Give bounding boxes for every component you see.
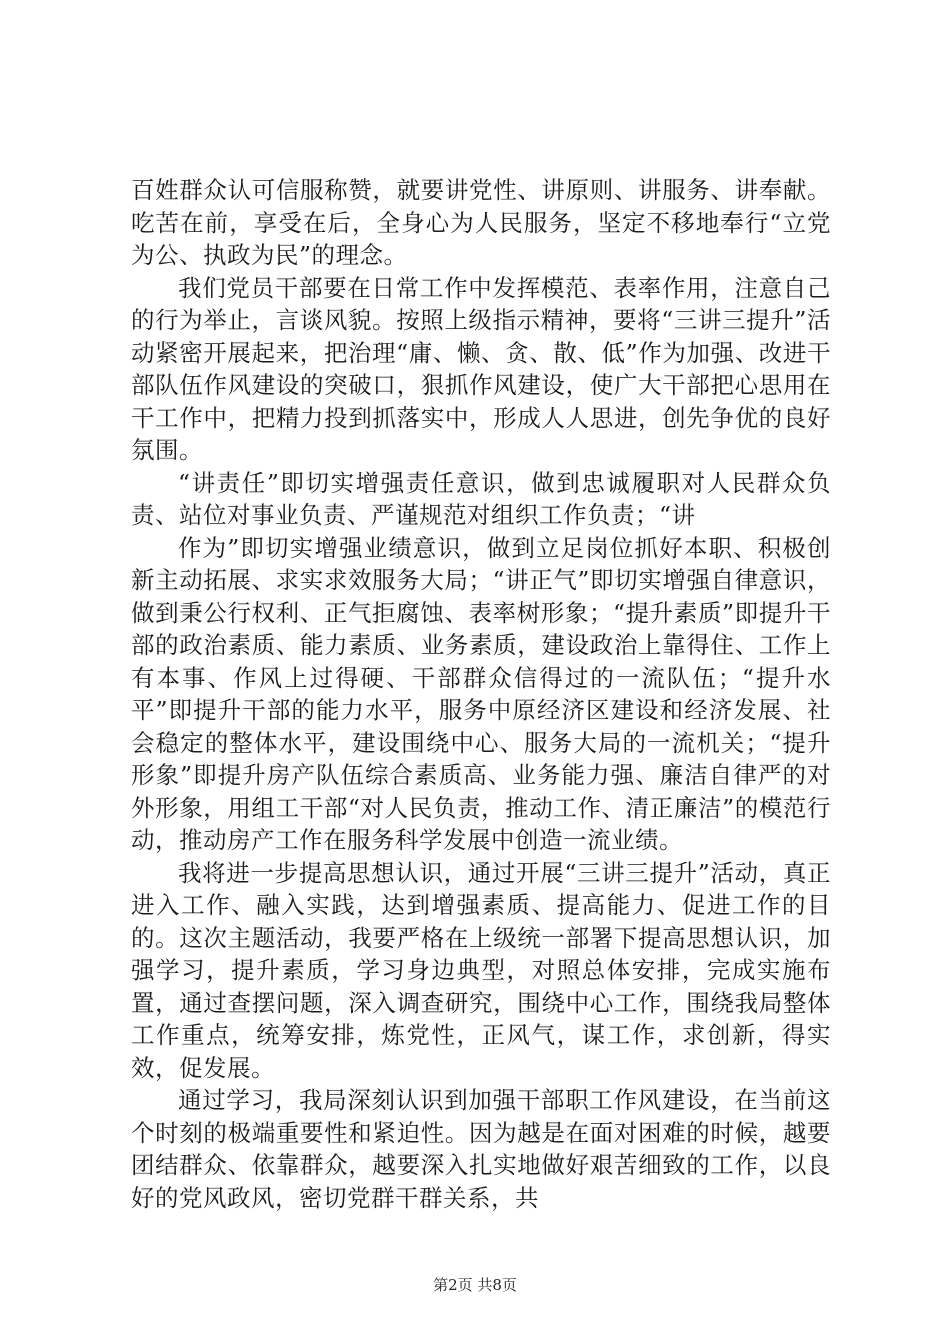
paragraph-1: 百姓群众认可信服称赞，就要讲党性、讲原则、讲服务、讲奉献。吃苦在前，享受在后，全身心为人民服务，坚定不移地奉行“立党为公、执政为民”的理念。 [131, 176, 831, 269]
paragraph-3: “讲责任”即切实增强责任意识，做到忠诚履职对人民群众负责、站位对事业负责、严谨规范对组织工作负责；“讲 [131, 468, 831, 529]
paragraph-4: 作为”即切实增强业绩意识，做到立足岗位抓好本职、积极创新主动拓展、求实求效服务大局；“讲正气”即切实增强自律意识，做到秉公行权利、正气拒腐蚀、表率树形象；“提升素质”即提升干部的政治素质、能力素质、业务素质，建设政治上靠得住、工作上有本事、作风上过得硬、干部群众信得过的一流队伍；“提升水平”即提升干部的能力水平，服务中原经济区建设和经济发展、社会稳定的整体水平，建设围绕中心、服务大局的一流机关；“提升形象”即提升房产队伍综合素质高、业务能力强、廉洁自律严的对外形象，用组工干部“对人民负责，推动工作、清正廉洁”的模范行动，推动房产工作在服务科学发展中创造一流业绩。 [131, 533, 831, 854]
paragraph-2: 我们党员干部要在日常工作中发挥模范、表率作用，注意自己的行为举止，言谈风貌。按照上级指示精神，要将“三讲三提升”活动紧密开展起来，把治理“庸、懒、贪、散、低”作为加强、改进干部队伍作风建设的突破口，狠抓作风建设，使广大干部把心思用在干工作中，把精力投到抓落实中，形成人人思进，创先争优的良好氛围。 [131, 273, 831, 464]
paragraph-5: 我将进一步提高思想认识，通过开展“三讲三提升”活动，真正进入工作、融入实践，达到增强素质、提高能力、促进工作的目的。这次主题活动，我要严格在上级统一部署下提高思想认识，加强学习，提升素质，学习身边典型，对照总体安排，完成实施布置，通过查摆问题，深入调查研究，围绕中心工作，围绕我局整体工作重点，统筹安排，炼党性，正风气，谋工作，求创新，得实效，促发展。 [131, 858, 831, 1082]
document-body [131, 174, 831, 1214]
page-footer: 第2页 共8页 [433, 1276, 517, 1294]
paragraph-6: 通过学习，我局深刻认识到加强干部职工作风建设，在当前这个时刻的极端重要性和紧迫性。因为越是在面对困难的时候，越要团结群众、依靠群众，越要深入扎实地做好艰苦细致的工作，以良好的党风政风，密切党群干群关系，共 [131, 1086, 831, 1212]
